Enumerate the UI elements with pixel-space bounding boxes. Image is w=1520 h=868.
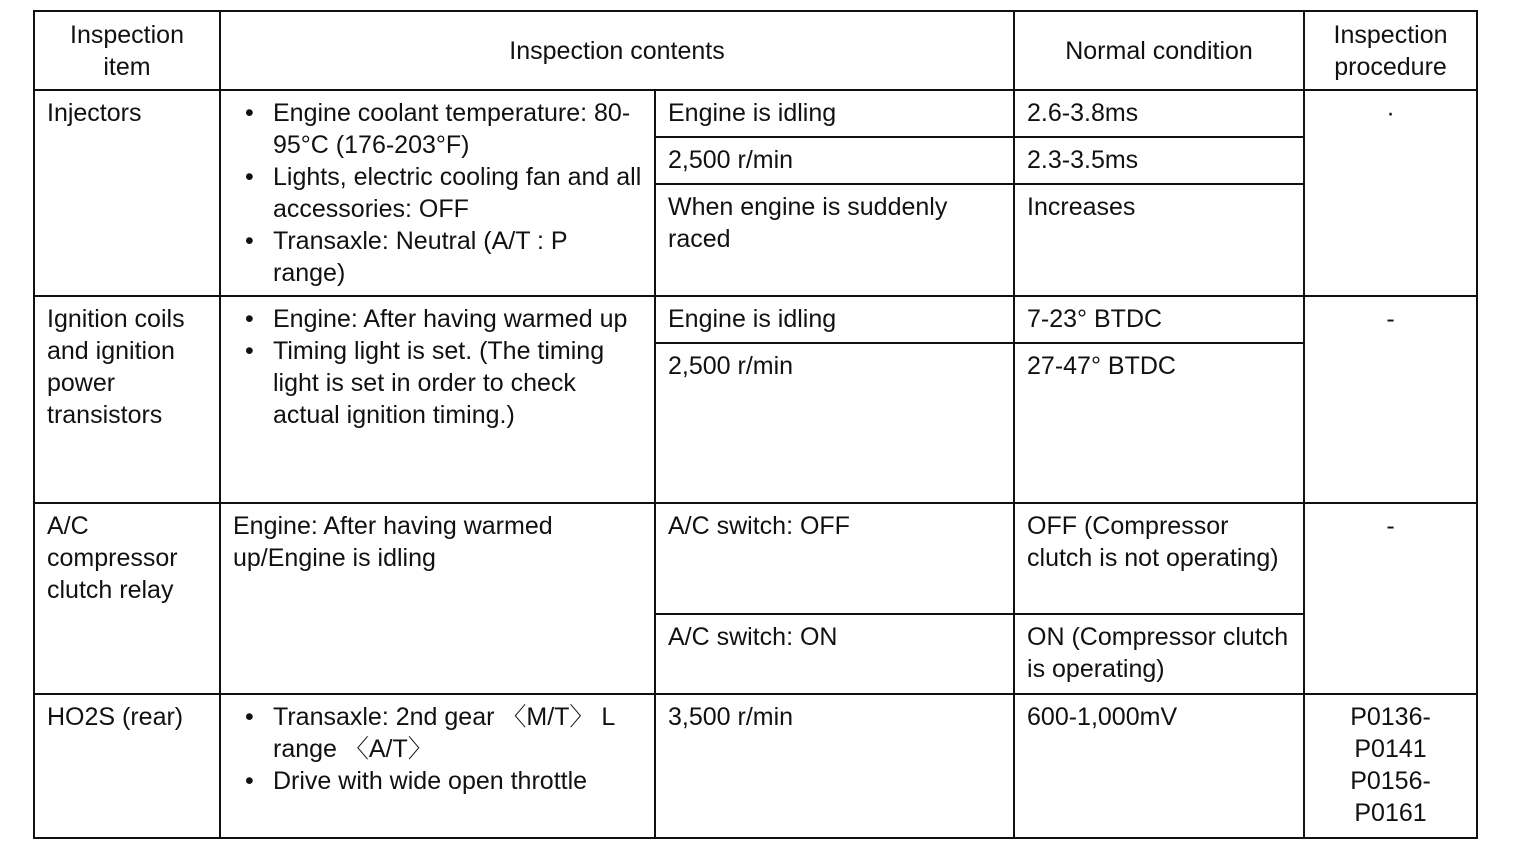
condition-list xyxy=(233,303,642,431)
procedure-cell: - xyxy=(1304,296,1477,503)
normal-cell: 2.6-3.8ms xyxy=(1014,90,1304,137)
header-inspection-item: Inspection item xyxy=(34,11,220,90)
table-row xyxy=(34,90,1477,137)
procedure-cell: - xyxy=(1304,503,1477,694)
header-inspection-contents: Inspection contents xyxy=(220,11,1014,90)
procedure-cell: P0136-P0141 P0156-P0161 xyxy=(1304,694,1477,838)
condition-list xyxy=(233,97,642,289)
inspection-table xyxy=(33,10,1478,839)
state-cell: A/C switch: OFF xyxy=(655,503,1014,614)
conditions-cell xyxy=(220,296,655,503)
item-cell: Injectors xyxy=(34,90,220,296)
condition-list xyxy=(233,701,642,797)
table-row xyxy=(34,296,1477,343)
state-cell: Engine is idling xyxy=(655,90,1014,137)
item-cell: Ignition coils and ignition power transistors xyxy=(34,296,220,503)
state-cell: 2,500 r/min xyxy=(655,343,1014,503)
condition-item: • Lights, electric cooling fan and all accessories: OFF xyxy=(273,161,642,225)
condition-item: • Drive with wide open throttle xyxy=(273,765,642,797)
table-row xyxy=(34,694,1477,838)
table-row xyxy=(34,503,1477,614)
header-row xyxy=(34,11,1477,90)
normal-cell: 600-1,000mV xyxy=(1014,694,1304,838)
condition-item: • Engine: After having warmed up xyxy=(273,303,642,335)
conditions-cell xyxy=(220,90,655,296)
normal-cell: 2.3-3.5ms xyxy=(1014,137,1304,184)
condition-item: • Timing light is set. (The timing light is set in order to check actual ignition timing.) xyxy=(273,335,642,431)
normal-cell: 7-23° BTDC xyxy=(1014,296,1304,343)
condition-item: • Transaxle: Neutral (A/T : P range) xyxy=(273,225,642,289)
normal-cell: OFF (Compressor clutch is not operating) xyxy=(1014,503,1304,614)
conditions-cell: Engine: After having warmed up/Engine is idling xyxy=(220,503,655,694)
state-cell: 2,500 r/min xyxy=(655,137,1014,184)
item-cell: A/C compressor clutch relay xyxy=(34,503,220,694)
header-normal-condition: Normal condition xyxy=(1014,11,1304,90)
state-cell: 3,500 r/min xyxy=(655,694,1014,838)
state-cell: Engine is idling xyxy=(655,296,1014,343)
header-inspection-procedure: Inspection procedure xyxy=(1304,11,1477,90)
condition-item: • Engine coolant temperature: 80-95°C (176-203°F) xyxy=(273,97,642,161)
state-cell: When engine is suddenly raced xyxy=(655,184,1014,296)
normal-cell: Increases xyxy=(1014,184,1304,296)
conditions-cell xyxy=(220,694,655,838)
condition-item: • Transaxle: 2nd gear 〈M/T〉 L range 〈A/T〉 xyxy=(273,701,642,765)
normal-cell: ON (Compressor clutch is operating) xyxy=(1014,614,1304,694)
state-cell: A/C switch: ON xyxy=(655,614,1014,694)
procedure-cell: · xyxy=(1304,90,1477,296)
item-cell: HO2S (rear) xyxy=(34,694,220,838)
normal-cell: 27-47° BTDC xyxy=(1014,343,1304,503)
